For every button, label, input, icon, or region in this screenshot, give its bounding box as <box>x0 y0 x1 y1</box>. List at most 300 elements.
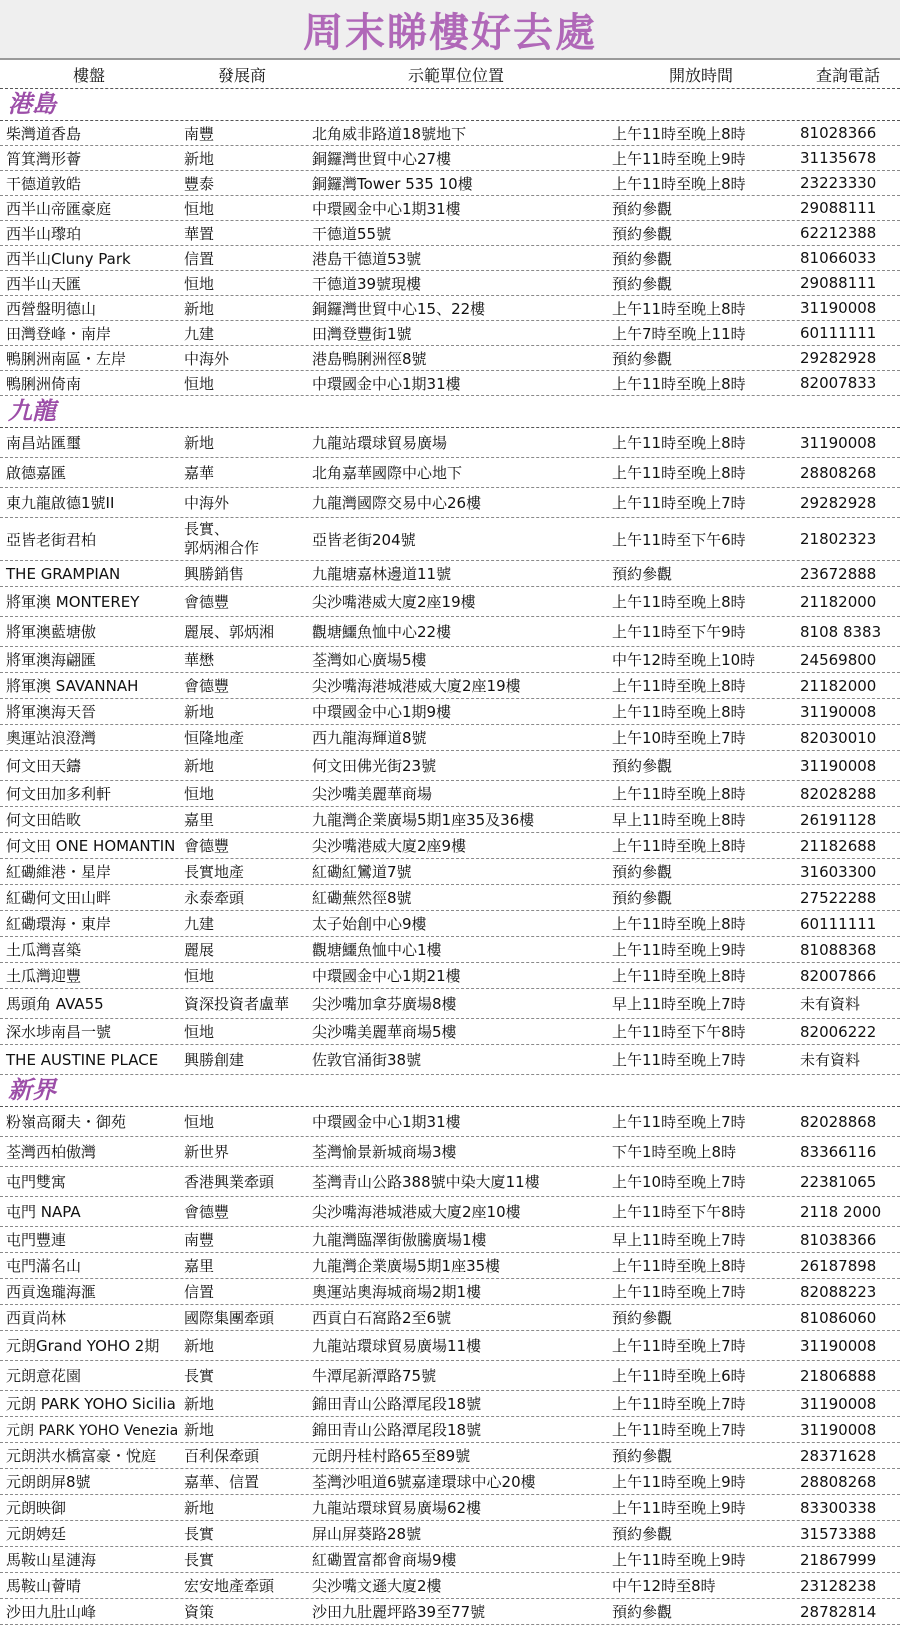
showflat-location: 西貢白石窩路2至6號 <box>312 1309 452 1327</box>
property-name: 西半山天匯 <box>6 274 82 293</box>
table-row <box>0 1279 900 1305</box>
developer: 資策 <box>184 1603 215 1621</box>
phone: 21802323 <box>800 530 877 548</box>
property-name: 將軍澳 SAVANNAH <box>6 677 139 695</box>
phone: 21806888 <box>800 1366 877 1385</box>
phone: 29088111 <box>800 274 877 292</box>
developer: 長實 <box>184 1525 215 1543</box>
developer: 新世界 <box>184 1143 230 1161</box>
property-name: 田灣登峰・南岸 <box>6 324 112 343</box>
showflat-location: 干德道55號 <box>312 224 392 243</box>
developer: 長實 <box>184 1551 215 1569</box>
table-row <box>0 561 900 587</box>
phone: 23128238 <box>800 1576 877 1595</box>
opening-hours: 中午12時至晚上10時 <box>612 651 756 669</box>
table-row <box>0 1443 900 1469</box>
developer: 中海外 <box>184 349 230 368</box>
page-title: 周末睇樓好去處 <box>303 9 597 56</box>
table-row <box>0 699 900 725</box>
developer: 長實 <box>184 1367 215 1385</box>
table-body <box>0 89 900 1625</box>
opening-hours: 上午10時至晚上7時 <box>612 729 746 747</box>
property-name: 紅磡維港・星岸 <box>6 863 112 881</box>
developer: 資深投資者盧華 <box>184 995 290 1013</box>
showflat-location: 中環國金中心1期31樓 <box>312 1113 461 1131</box>
phone: 82006222 <box>800 1022 877 1041</box>
property-name: 深水埗南昌一號 <box>6 1023 112 1041</box>
table-row <box>0 833 900 859</box>
developer: 豐泰 <box>184 174 215 193</box>
property-name: 亞皆老街君柏 <box>6 530 97 549</box>
showflat-location: 荃灣青山公路388號中染大廈11樓 <box>312 1173 540 1191</box>
table-row <box>0 1019 900 1045</box>
property-name: 土瓜灣迎豐 <box>6 967 82 985</box>
opening-hours: 上午11時至晚上8時 <box>612 374 746 393</box>
opening-hours: 預約參觀 <box>612 1309 673 1327</box>
table-row <box>0 807 900 833</box>
opening-hours: 上午7時至晚上11時 <box>612 324 746 343</box>
opening-hours: 上午11時至晚上7時 <box>612 1337 746 1355</box>
opening-hours: 上午11時至下午6時 <box>612 530 746 549</box>
title-bar <box>0 0 900 60</box>
table-row <box>0 146 900 171</box>
opening-hours: 上午11時至晚上7時 <box>612 494 746 512</box>
table-row <box>0 751 900 781</box>
opening-hours: 上午11時至晚上8時 <box>612 785 746 803</box>
phone: 83300338 <box>800 1498 877 1517</box>
showflat-location: 田灣登豐街1號 <box>312 324 412 343</box>
showflat-location: 九龍灣企業廣場5期1座35樓 <box>312 1257 501 1275</box>
developer: 新地 <box>184 757 215 775</box>
property-name: 土瓜灣喜築 <box>6 941 82 959</box>
showflat-location: 北角嘉華國際中心地下 <box>312 464 463 482</box>
phone: 27522288 <box>800 888 877 907</box>
showflat-location: 荃灣愉景新城商場3樓 <box>312 1143 457 1161</box>
property-name: 屯門 NAPA <box>6 1203 81 1221</box>
table-row <box>0 1197 900 1227</box>
showflat-location: 銅鑼灣Tower 535 10樓 <box>312 174 473 193</box>
phone: 31190008 <box>800 1336 877 1355</box>
opening-hours: 預約參觀 <box>612 1603 673 1621</box>
developer: 九建 <box>184 915 215 933</box>
showflat-location: 紅磡蕪然徑8號 <box>312 889 412 907</box>
opening-hours: 預約參觀 <box>612 1525 673 1543</box>
phone: 未有資料 <box>800 995 861 1013</box>
table-row <box>0 781 900 807</box>
opening-hours: 上午11時至晚上8時 <box>612 703 746 721</box>
opening-hours: 上午11時至晚上8時 <box>612 967 746 985</box>
showflat-location: 尖沙嘴港威大廈2座9樓 <box>312 837 467 855</box>
table-row <box>0 1521 900 1547</box>
property-name: 元朗 PARK YOHO Venezia <box>6 1422 178 1439</box>
table-row <box>0 1137 900 1167</box>
table-row <box>0 321 900 346</box>
table-row <box>0 647 900 673</box>
showflat-location: 九龍站環球貿易廣場 <box>312 434 448 452</box>
property-name: 元朗Grand YOHO 2期 <box>6 1337 160 1355</box>
phone: 81038366 <box>800 1230 877 1249</box>
developer: 南豐 <box>184 1231 215 1249</box>
showflat-location: 尖沙嘴港威大廈2座19樓 <box>312 593 476 611</box>
table-row <box>0 1469 900 1495</box>
phone: 23223330 <box>800 174 877 192</box>
phone: 8108 8383 <box>800 622 882 641</box>
property-name: 屯門豐連 <box>6 1231 67 1249</box>
section-title: 九龍 <box>0 396 900 428</box>
property-name: 馬頭角 AVA55 <box>6 995 104 1013</box>
phone: 31603300 <box>800 862 877 881</box>
property-name: 沙田九肚山峰 <box>6 1603 97 1621</box>
property-name: 鴨脷洲南區・左岸 <box>6 349 127 368</box>
developer: 嘉華、信置 <box>184 1473 260 1491</box>
header-developer: 發展商 <box>217 65 266 85</box>
showflat-location: 銅鑼灣世貿中心15、22樓 <box>312 299 486 318</box>
opening-hours: 上午11時至晚上8時 <box>612 593 746 611</box>
table-row <box>0 963 900 989</box>
opening-hours: 預約參觀 <box>612 274 673 293</box>
property-name: 西貢逸瓏海滙 <box>6 1283 97 1301</box>
phone: 31135678 <box>800 149 877 167</box>
phone: 28808268 <box>800 1472 877 1491</box>
opening-hours: 上午11時至晚上8時 <box>612 464 746 482</box>
opening-hours: 上午11時至晚上9時 <box>612 1551 746 1569</box>
phone: 60111111 <box>800 914 877 933</box>
table-row <box>0 989 900 1019</box>
table-row <box>0 1253 900 1279</box>
phone: 29282928 <box>800 493 877 512</box>
developer: 會德豐 <box>184 593 230 611</box>
opening-hours: 上午11時至晚上8時 <box>612 434 746 452</box>
developer: 華置 <box>184 224 215 243</box>
showflat-location: 尖沙嘴美麗華商場 <box>312 785 433 803</box>
phone: 24569800 <box>800 650 877 669</box>
developer: 永泰牽頭 <box>184 889 245 907</box>
opening-hours: 預約參觀 <box>612 565 673 583</box>
showflat-location: 錦田青山公路潭尾段18號 <box>312 1421 482 1439</box>
showflat-location: 干德道39號現樓 <box>312 274 422 293</box>
property-name: 元朗意花園 <box>6 1367 82 1385</box>
developer: 恒地 <box>184 274 215 293</box>
property-name: 鴨脷洲倚南 <box>6 374 82 393</box>
table-row <box>0 171 900 196</box>
header-enquiry-phone: 查詢電話 <box>815 65 880 85</box>
opening-hours: 上午11時至晚上8時 <box>612 915 746 933</box>
developer: 信置 <box>184 249 215 268</box>
showflat-location: 屏山屏葵路28號 <box>312 1525 422 1543</box>
table-row <box>0 346 900 371</box>
showflat-location: 尖沙嘴海港城港威大廈2座19樓 <box>312 677 521 695</box>
opening-hours: 上午10時至晚上7時 <box>612 1173 746 1191</box>
showflat-location: 紅磡紅鸞道7號 <box>312 863 412 881</box>
table-row <box>0 221 900 246</box>
table-row <box>0 1331 900 1361</box>
developer: 嘉里 <box>184 1257 215 1275</box>
opening-hours: 上午11時至晚上7時 <box>612 1283 746 1301</box>
developer: 九建 <box>184 324 215 343</box>
phone: 60111111 <box>800 324 877 342</box>
showflat-location: 北角威非路道18號地下 <box>312 124 467 143</box>
opening-hours: 上午11時至下午8時 <box>612 1203 746 1221</box>
showflat-location: 九龍站環球貿易廣場11樓 <box>312 1337 482 1355</box>
developer: 中海外 <box>184 494 230 512</box>
table-row <box>0 458 900 488</box>
table-header <box>0 60 900 89</box>
opening-hours: 早上11時至晚上7時 <box>612 995 746 1013</box>
phone: 29088111 <box>800 199 877 217</box>
opening-hours: 早上11時至晚上8時 <box>612 811 746 829</box>
phone: 未有資料 <box>800 1051 861 1069</box>
opening-hours: 上午11時至晚上9時 <box>612 1499 746 1517</box>
opening-hours: 上午11時至晚上7時 <box>612 1395 746 1413</box>
table-row <box>0 1305 900 1331</box>
opening-hours: 上午11時至晚上8時 <box>612 124 746 143</box>
showflat-location: 中環國金中心1期21樓 <box>312 967 461 985</box>
showflat-location: 九龍灣企業廣場5期1座35及36樓 <box>312 811 535 829</box>
showflat-location: 尖沙嘴美麗華商場5樓 <box>312 1023 457 1041</box>
phone: 81086060 <box>800 1308 877 1327</box>
showflat-location: 太子始創中心9樓 <box>312 915 427 933</box>
opening-hours: 上午11時至晚上9時 <box>612 941 746 959</box>
header-opening-hours: 開放時間 <box>668 65 733 85</box>
opening-hours: 上午11時至晚上8時 <box>612 837 746 855</box>
opening-hours: 早上11時至晚上7時 <box>612 1231 746 1249</box>
showflat-location: 紅磡置富都會商場9樓 <box>312 1551 457 1569</box>
table-row <box>0 911 900 937</box>
developer: 長實地產 <box>184 863 245 881</box>
phone: 31190008 <box>800 1420 877 1439</box>
developer: 恒地 <box>184 1023 215 1041</box>
property-name: THE AUSTINE PLACE <box>6 1050 159 1069</box>
developer: 恒地 <box>184 199 215 218</box>
showflat-location: 荃灣沙咀道6號嘉達環球中心20樓 <box>312 1473 536 1491</box>
developer: 興勝創建 <box>184 1051 245 1069</box>
showflat-location: 西九龍海輝道8號 <box>312 729 427 747</box>
phone: 2118 2000 <box>800 1202 882 1221</box>
developer: 會德豐 <box>184 677 230 695</box>
property-name: 奧運站浪澄灣 <box>6 729 97 747</box>
property-name: 何文田加多利軒 <box>6 785 112 803</box>
phone: 28808268 <box>800 463 877 482</box>
developer: 恒地 <box>184 1113 215 1131</box>
opening-hours: 上午11時至晚上6時 <box>612 1367 746 1385</box>
showflat-location: 何文田佛光街23號 <box>312 757 437 775</box>
opening-hours: 上午11時至晚上8時 <box>612 677 746 695</box>
property-name: 西半山Cluny Park <box>6 249 131 268</box>
developer: 百利保牽頭 <box>184 1447 260 1465</box>
table-row <box>0 1361 900 1391</box>
opening-hours: 上午11時至晚上7時 <box>612 1421 746 1439</box>
property-name: 西貢尚林 <box>6 1309 67 1327</box>
property-name: 西半山瓈珀 <box>6 224 82 243</box>
showflat-location: 奧運站奧海城商場2期1樓 <box>312 1283 482 1301</box>
table-row <box>0 1417 900 1443</box>
property-name: 屯門雙寓 <box>6 1173 67 1191</box>
phone: 31190008 <box>800 433 877 452</box>
phone: 28371628 <box>800 1446 877 1465</box>
header-property: 樓盤 <box>72 65 105 85</box>
table-row <box>0 937 900 963</box>
developer: 國際集團牽頭 <box>184 1309 275 1327</box>
property-name: 將軍澳海翩匯 <box>6 651 97 669</box>
table-row <box>0 428 900 458</box>
property-name: 粉嶺高爾夫・御苑 <box>6 1113 127 1131</box>
developer: 宏安地產牽頭 <box>184 1577 275 1595</box>
phone: 81028366 <box>800 124 877 142</box>
phone: 31190008 <box>800 702 877 721</box>
phone: 28782814 <box>800 1602 877 1621</box>
showflat-location: 荃灣如心廣場5樓 <box>312 651 427 669</box>
table-row <box>0 1045 900 1075</box>
phone: 82030010 <box>800 728 877 747</box>
showflat-location: 中環國金中心1期31樓 <box>312 374 461 393</box>
showflat-location: 九龍灣臨澤街傲騰廣場1樓 <box>312 1231 487 1249</box>
opening-hours: 預約參觀 <box>612 199 673 218</box>
developer: 新地 <box>184 1337 215 1355</box>
developer: 香港興業牽頭 <box>184 1173 275 1191</box>
opening-hours: 上午11時至晚上8時 <box>612 174 746 193</box>
showflat-location: 牛潭尾新潭路75號 <box>312 1367 437 1385</box>
table-row <box>0 587 900 617</box>
developer: 新地 <box>184 434 215 452</box>
opening-hours: 下午1時至晚上8時 <box>612 1143 737 1161</box>
phone: 82028868 <box>800 1112 877 1131</box>
property-name: 紅磡何文田山畔 <box>6 889 112 907</box>
phone: 21182000 <box>800 676 877 695</box>
property-name: 柴灣道香島 <box>6 124 82 143</box>
opening-hours: 上午11時至下午8時 <box>612 1023 746 1041</box>
phone: 26187898 <box>800 1256 877 1275</box>
property-name: 西營盤明德山 <box>6 299 97 318</box>
developer: 會德豐 <box>184 1203 230 1221</box>
table-row <box>0 196 900 221</box>
property-name: 東九龍啟德1號II <box>6 494 115 512</box>
property-name: 馬鞍山薈晴 <box>6 1577 82 1595</box>
developer: 新地 <box>184 703 215 721</box>
developer: 興勝銷售 <box>184 565 245 583</box>
phone: 83366116 <box>800 1142 877 1161</box>
table-row <box>0 725 900 751</box>
phone: 29282928 <box>800 349 877 367</box>
phone: 21182688 <box>800 836 877 855</box>
table-row <box>0 617 900 647</box>
opening-hours: 預約參觀 <box>612 757 673 775</box>
header-showflat-location: 示範單位位置 <box>407 65 504 85</box>
developer: 新地 <box>184 1499 215 1517</box>
opening-hours: 預約參觀 <box>612 863 673 881</box>
table-row <box>0 296 900 321</box>
developer: 會德豐 <box>184 837 230 855</box>
phone: 81088368 <box>800 940 877 959</box>
opening-hours: 預約參觀 <box>612 889 673 907</box>
table-row <box>0 271 900 296</box>
developer: 南豐 <box>184 124 215 143</box>
showflat-location: 港島鴨脷洲徑8號 <box>312 349 427 368</box>
table-row <box>0 1547 900 1573</box>
developer: 恒地 <box>184 967 215 985</box>
developer: 信置 <box>184 1283 215 1301</box>
table-row <box>0 121 900 146</box>
opening-hours: 預約參觀 <box>612 224 673 243</box>
developer: 嘉里 <box>184 811 215 829</box>
developer: 長實、 郭炳湘合作 <box>184 520 260 557</box>
showflat-location: 九龍灣國際交易中心26樓 <box>312 494 482 512</box>
property-name: 元朗洪水橋富豪・悅庭 <box>6 1447 157 1465</box>
table-row <box>0 1391 900 1417</box>
property-name: 馬鞍山星漣海 <box>6 1551 97 1569</box>
property-name: 元朗 PARK YOHO Sicilia <box>6 1395 176 1413</box>
property-name: 何文田皓畋 <box>6 811 82 829</box>
table-row <box>0 1495 900 1521</box>
developer: 嘉華 <box>184 464 215 482</box>
table-row <box>0 371 900 396</box>
opening-hours: 預約參觀 <box>612 1447 673 1465</box>
phone: 31573388 <box>800 1524 877 1543</box>
property-name: 何文田天鑄 <box>6 757 82 775</box>
developer: 新地 <box>184 149 215 168</box>
showflat-location: 九龍塘嘉林邊道11號 <box>312 565 452 583</box>
developer: 新地 <box>184 299 215 318</box>
showflat-location: 亞皆老街204號 <box>312 530 416 549</box>
table-row <box>0 1167 900 1197</box>
phone: 21867999 <box>800 1550 877 1569</box>
showflat-location: 觀塘鱷魚恤中心1樓 <box>312 941 442 959</box>
developer: 麗展 <box>184 941 215 959</box>
opening-hours: 上午11時至晚上7時 <box>612 1051 746 1069</box>
phone: 82028288 <box>800 784 877 803</box>
developer: 新地 <box>184 1421 215 1439</box>
property-name: 將軍澳藍塘傲 <box>6 623 97 641</box>
section-title: 新界 <box>0 1075 900 1107</box>
section-title: 港島 <box>0 89 900 121</box>
property-name: 啟德嘉匯 <box>6 464 67 482</box>
property-name: 何文田 ONE HOMANTIN <box>6 837 176 855</box>
property-name: 元朗朗屏8號 <box>6 1473 91 1491</box>
phone: 31190008 <box>800 756 877 775</box>
property-name: 紅磡環海・東岸 <box>6 915 112 933</box>
phone: 21182000 <box>800 592 877 611</box>
showflat-location: 中環國金中心1期9樓 <box>312 703 452 721</box>
opening-hours: 中午12時至8時 <box>612 1577 716 1595</box>
showflat-location: 九龍站環球貿易廣場62樓 <box>312 1499 482 1517</box>
phone: 26191128 <box>800 810 877 829</box>
phone: 62212388 <box>800 224 877 242</box>
phone: 81066033 <box>800 249 877 267</box>
showflat-location: 元朗丹桂村路65至89號 <box>312 1447 471 1465</box>
opening-hours: 上午11時至晚上9時 <box>612 149 746 168</box>
phone: 31190008 <box>800 1394 877 1413</box>
opening-hours: 上午11時至晚上9時 <box>612 1473 746 1491</box>
property-name: 屯門滿名山 <box>6 1257 82 1275</box>
table-row <box>0 488 900 518</box>
table-row <box>0 1227 900 1253</box>
phone: 22381065 <box>800 1172 877 1191</box>
property-name: 筲箕灣形薈 <box>6 149 82 168</box>
table-row <box>0 859 900 885</box>
property-name: THE GRAMPIAN <box>6 564 121 583</box>
showflat-location: 觀塘鱷魚恤中心22樓 <box>312 623 452 641</box>
property-name: 將軍澳海天晉 <box>6 703 97 721</box>
phone: 82007833 <box>800 374 877 392</box>
phone: 82088223 <box>800 1282 877 1301</box>
opening-hours: 預約參觀 <box>612 349 673 368</box>
showflat-location: 港島干德道53號 <box>312 249 422 268</box>
table-row <box>0 518 900 561</box>
property-name: 干德道敦皓 <box>6 174 82 193</box>
phone: 23672888 <box>800 564 877 583</box>
showflat-location: 佐敦官涌街38號 <box>312 1051 422 1069</box>
opening-hours: 上午11時至晚上8時 <box>612 299 746 318</box>
table-row <box>0 246 900 271</box>
